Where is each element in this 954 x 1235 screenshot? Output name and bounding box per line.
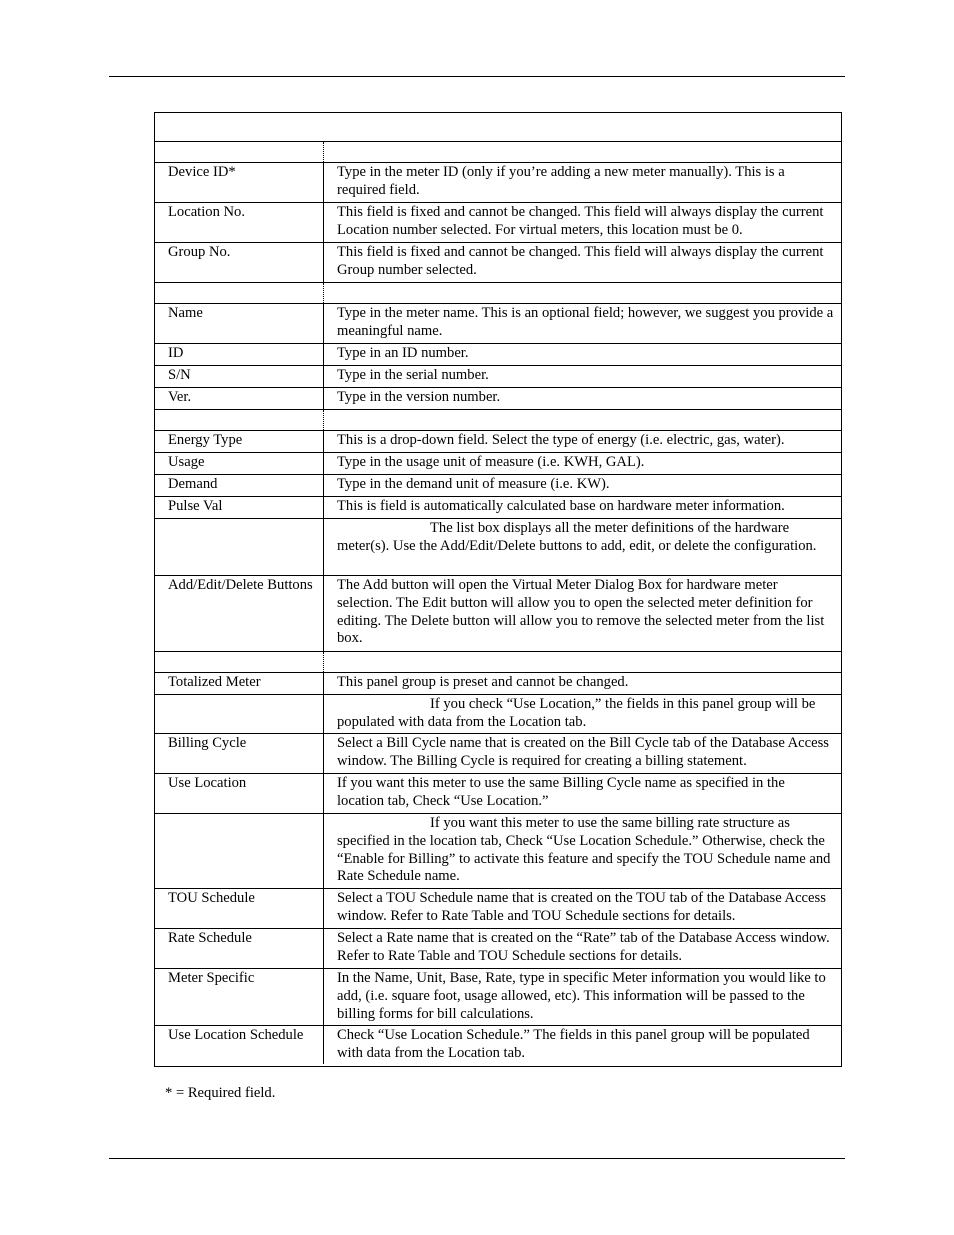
- table-row: [155, 694, 841, 733]
- field-name-cell: Totalized Meter: [168, 674, 261, 690]
- field-name-cell: S/N: [168, 367, 191, 383]
- table-row: [155, 773, 841, 813]
- table-row: [155, 968, 841, 1025]
- field-description-cell: [323, 814, 841, 888]
- field-name-cell: Use Location: [168, 775, 247, 791]
- table-row: [155, 928, 841, 968]
- section-header-row: [155, 282, 841, 303]
- field-name-cell: TOU Schedule: [168, 890, 255, 906]
- table-row: [155, 303, 841, 343]
- field-name-cell: Add/Edit/Delete Buttons: [168, 577, 313, 593]
- field-description-cell: This panel group is preset and cannot be changed.: [323, 673, 841, 694]
- table-row: [155, 888, 841, 928]
- section-header-row: [155, 409, 841, 430]
- field-name-cell: [155, 814, 323, 888]
- field-description-cell: Type in the usage unit of measure (i.e. KWH, GAL).: [323, 453, 841, 474]
- header-rule: [109, 76, 845, 77]
- table-row: [155, 1025, 841, 1064]
- table-row: [155, 387, 841, 409]
- field-description-cell: This field is fixed and cannot be changed. This field will always display the current Group number selected.: [323, 243, 841, 282]
- field-name-cell: Usage: [168, 454, 205, 470]
- section-header-row: [155, 142, 841, 162]
- table-row: [155, 343, 841, 365]
- field-name-cell: [155, 283, 323, 303]
- field-description-cell: This field is fixed and cannot be changed. This field will always display the current Location number selected. For virtual meters, this location must be 0.: [323, 203, 841, 242]
- field-description-cell: [323, 142, 841, 162]
- table-row: [155, 162, 841, 202]
- field-description-cell: [323, 652, 841, 672]
- field-description-cell: The Add button will open the Virtual Meter Dialog Box for hardware meter selection. The Edit button will allow you to open the selected meter definition for editing. The Delete button will allow you to remove the selected meter from the list box.: [323, 576, 841, 651]
- field-description-cell: Type in the meter name. This is an optional field; however, we suggest you provide a meaningful name.: [323, 304, 841, 343]
- field-name-cell: Rate Schedule: [168, 930, 252, 946]
- footer-rule: [109, 1158, 845, 1159]
- field-description-table: [154, 112, 842, 1067]
- field-name-cell: Billing Cycle: [168, 735, 247, 751]
- field-name-cell: Ver.: [168, 389, 192, 405]
- table-row: [155, 242, 841, 282]
- field-name-cell: [155, 519, 323, 575]
- field-description-cell: If you want this meter to use the same Billing Cycle name as specified in the location tab, Check “Use Location.”: [323, 774, 841, 813]
- field-name-cell: [155, 142, 323, 162]
- table-row: [155, 733, 841, 773]
- field-description-cell: Select a Rate name that is created on the “Rate” tab of the Database Access window. Refer to Rate Table and TOU Schedule sections for details.: [323, 929, 841, 968]
- table-row: [155, 365, 841, 387]
- field-name-cell: Meter Specific: [168, 970, 255, 986]
- required-field-footnote: * = Required field.: [165, 1085, 276, 1101]
- table-row: [155, 672, 841, 694]
- field-description-cell: Type in an ID number.: [323, 344, 841, 365]
- table-row: [155, 575, 841, 651]
- field-description-cell: [323, 410, 841, 430]
- table-row: [155, 813, 841, 888]
- field-name-cell: Name: [168, 305, 203, 321]
- field-name-cell: Device ID*: [168, 164, 236, 180]
- table-title-row: [155, 113, 841, 142]
- description-text: If you want this meter to use the same billing rate structure as specified in the location tab, Check “Use Location Schedule.” Otherwise, check the “Enable for Billing” to activate this feature and specify the TOU Schedule name and Rate Schedule name.: [337, 815, 831, 885]
- table-row: [155, 202, 841, 242]
- table-row: [155, 430, 841, 452]
- field-name-cell: [155, 410, 323, 430]
- field-name-cell: Group No.: [168, 244, 231, 260]
- field-name-cell: Demand: [168, 476, 218, 492]
- section-header-row: [155, 651, 841, 672]
- field-name-cell: Use Location Schedule: [168, 1027, 304, 1043]
- field-description-cell: Type in the demand unit of measure (i.e. KW).: [323, 475, 841, 496]
- field-name-cell: Location No.: [168, 204, 246, 220]
- field-description-cell: [323, 283, 841, 303]
- field-name-cell: [155, 695, 323, 733]
- field-description-cell: Check “Use Location Schedule.” The fields in this panel group will be populated with data from the Location tab.: [323, 1026, 841, 1064]
- field-name-cell: Energy Type: [168, 432, 243, 448]
- field-description-cell: Type in the version number.: [323, 388, 841, 409]
- field-description-cell: Type in the meter ID (only if you’re adding a new meter manually). This is a required field.: [323, 163, 841, 202]
- description-text: The list box displays all the meter definitions of the hardware meter(s). Use the Add/Edit/Delete buttons to add, edit, or delete the configuration.: [337, 520, 817, 554]
- field-description-cell: [323, 695, 841, 733]
- field-name-cell: Pulse Val: [168, 498, 223, 514]
- table-row: [155, 474, 841, 496]
- table-row: [155, 452, 841, 474]
- table-row: [155, 518, 841, 575]
- table-row: [155, 496, 841, 518]
- field-description-cell: Type in the serial number.: [323, 366, 841, 387]
- field-name-cell: [155, 652, 323, 672]
- field-description-cell: [323, 519, 841, 575]
- field-description-cell: In the Name, Unit, Base, Rate, type in specific Meter information you would like to add, (i.e. square foot, usage allowed, etc). This information will be passed to the billing forms for bill calculations.: [323, 969, 841, 1025]
- field-description-cell: This is field is automatically calculated base on hardware meter information.: [323, 497, 841, 518]
- field-description-cell: Select a TOU Schedule name that is created on the TOU tab of the Database Access window. Refer to Rate Table and TOU Schedule sections for details.: [323, 889, 841, 928]
- field-description-cell: Select a Bill Cycle name that is created on the Bill Cycle tab of the Database Access window. The Billing Cycle is required for creating a billing statement.: [323, 734, 841, 773]
- field-description-cell: This is a drop-down field. Select the type of energy (i.e. electric, gas, water).: [323, 431, 841, 452]
- field-name-cell: ID: [168, 345, 184, 361]
- description-text: If you check “Use Location,” the fields in this panel group will be populated with data from the Location tab.: [337, 696, 816, 730]
